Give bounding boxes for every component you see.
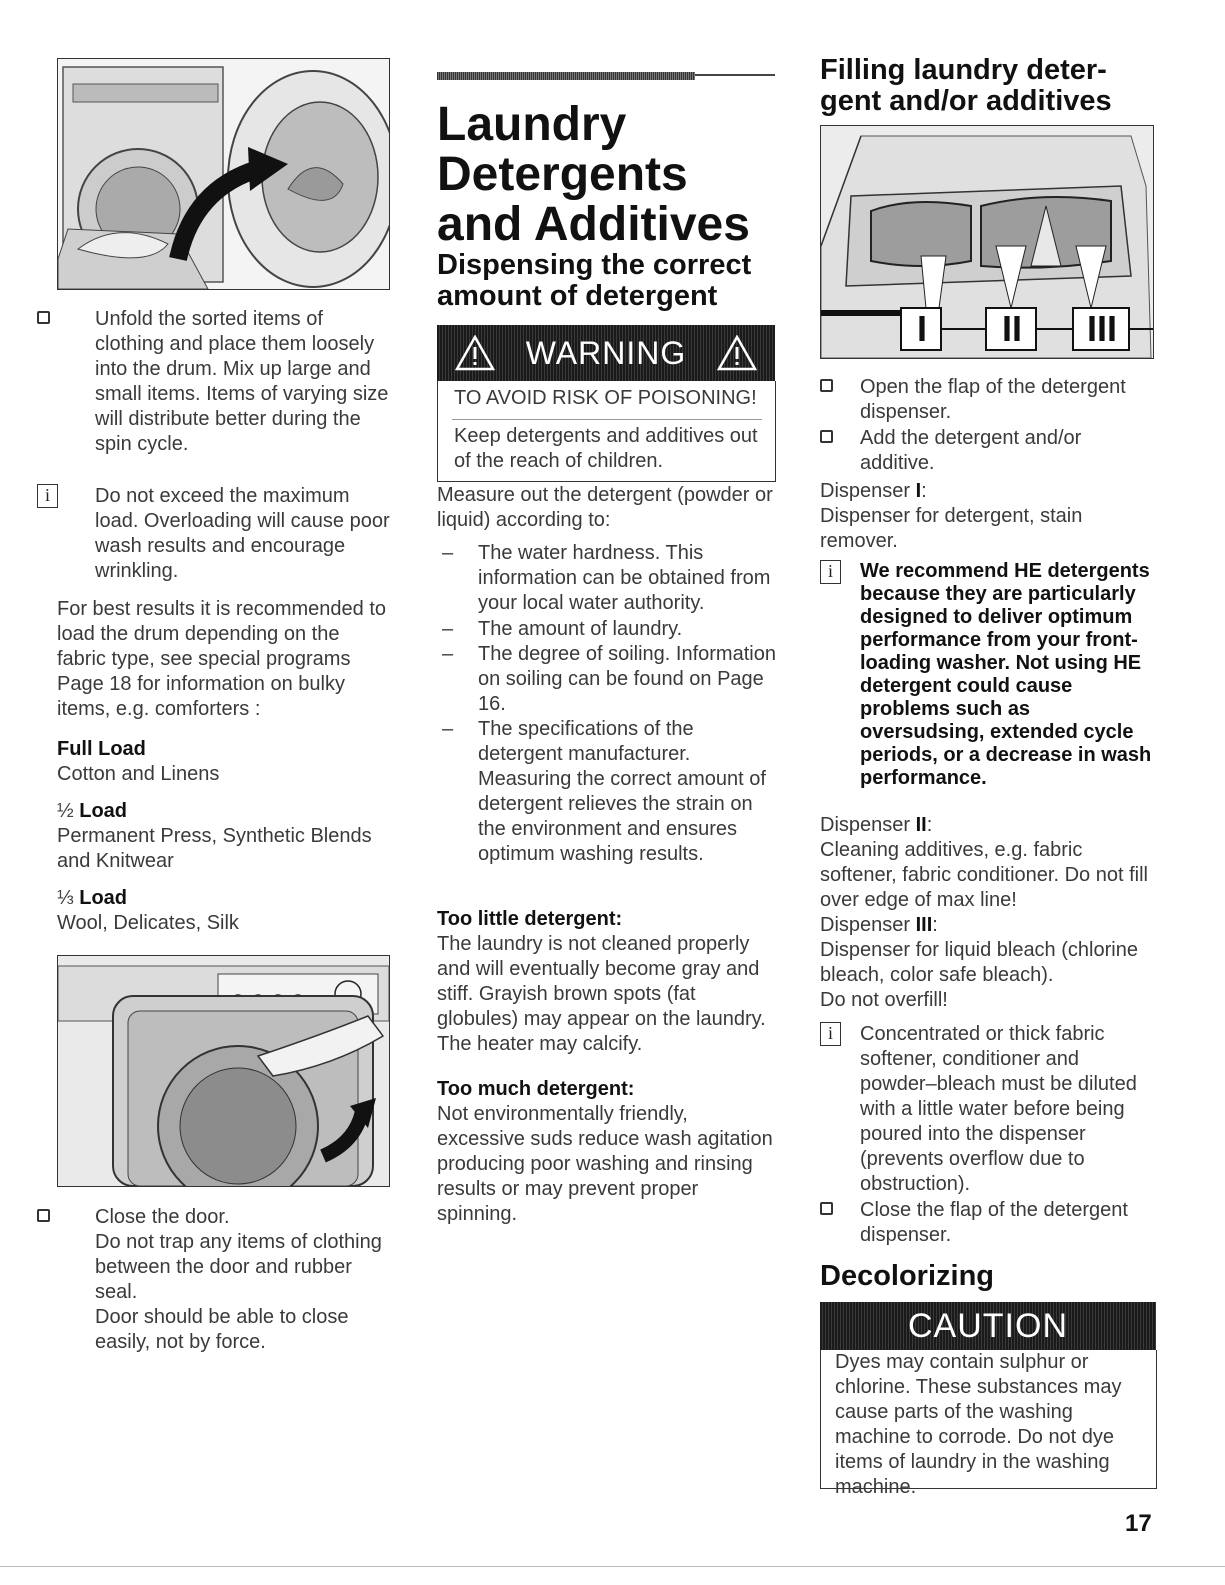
dispenser-3-section bbox=[820, 913, 1160, 1013]
third-load-text: Wool, Delicates, Silk bbox=[57, 912, 239, 934]
dispenser-1-text: Dispenser for detergent, stain remover. bbox=[820, 505, 1083, 552]
caution-label: CAUTION bbox=[908, 1307, 1068, 1345]
bullet-close-flap bbox=[820, 1198, 1160, 1248]
bullet-unfold-items bbox=[37, 307, 397, 457]
dash-marker: – bbox=[442, 618, 454, 640]
third-fraction: ⅓ bbox=[57, 887, 74, 909]
dispenser-number: III bbox=[915, 914, 933, 936]
bullet-open-flap bbox=[820, 375, 1160, 425]
warning-heading: TO AVOID RISK OF POISONING! bbox=[454, 387, 757, 409]
dispenser-word: Dispenser bbox=[820, 814, 911, 836]
warning-triangle-icon bbox=[717, 335, 757, 371]
dispenser-2-text: Cleaning additives, e.g. fabric softener, fabric conditioner. Do not fill over edge of max line! bbox=[820, 839, 1148, 911]
load-list bbox=[57, 737, 397, 936]
section-subtitle: Dispensing the correct amount of detergent bbox=[437, 249, 752, 312]
warning-triangle-icon bbox=[455, 335, 495, 371]
dash-item-specifications bbox=[442, 717, 777, 867]
dash-text: The water hardness. This information can be obtained from your local water authority. bbox=[478, 542, 771, 614]
dash-item-amount bbox=[442, 617, 777, 642]
full-load-label: Full Load bbox=[57, 738, 146, 760]
half-load-text: Permanent Press, Synthetic Blends and Knitwear bbox=[57, 825, 372, 872]
close-door-force: Door should be able to close easily, not by force. bbox=[95, 1306, 349, 1353]
dispenser-word: Dispenser bbox=[820, 480, 911, 502]
dash-marker: – bbox=[442, 718, 454, 740]
dispenser-label-1: I bbox=[916, 308, 927, 349]
dispenser-1-section bbox=[820, 479, 1160, 554]
measure-intro: Measure out the detergent (powder or liquid) according to: bbox=[437, 484, 773, 531]
dispenser-3-label: Dispenser III: bbox=[820, 914, 938, 936]
half-fraction: ½ bbox=[57, 800, 74, 822]
info-he-detergent bbox=[820, 560, 1160, 790]
info-text: Concentrated or thick fabric softener, conditioner and powder–bleach must be diluted with a little water before being poured into the dispenser (prevents overflow due to obstruction). bbox=[860, 1023, 1137, 1195]
dash-item-soiling bbox=[442, 642, 777, 717]
caution-text: Dyes may contain sulphur or chlorine. These substances may cause parts of the washing machine to corrode. Do not dye items of laundry in the washing machine. bbox=[835, 1351, 1122, 1498]
dash-marker: – bbox=[442, 643, 454, 665]
title-rule bbox=[437, 74, 775, 76]
dispenser-3-note: Do not overfill! bbox=[820, 989, 948, 1011]
too-little-heading: Too little detergent: bbox=[437, 908, 623, 930]
title-line-2: Detergents bbox=[437, 148, 688, 201]
page-title bbox=[437, 100, 782, 250]
too-little-text: The laundry is not cleaned properly and will eventually become gray and stiff. Grayish brown spots (fat globules) may appear on the laundry. The heater may calcify. bbox=[437, 933, 766, 1055]
info-icon: i bbox=[820, 1022, 841, 1046]
bullet-add-detergent bbox=[820, 426, 1160, 476]
dispenser-3-text: Dispenser for liquid bleach (chlorine bleach, color safe bleach). bbox=[820, 939, 1138, 986]
checkbox-icon bbox=[820, 379, 833, 392]
dispenser-2-label: Dispenser II: bbox=[820, 814, 933, 836]
dash-text: The specifications of the detergent manufacturer. Measuring the correct amount of detergent relieves the strain on the environment and ensures optimum washing results. bbox=[478, 718, 766, 865]
bullet-text: Add the detergent and/or additive. bbox=[860, 427, 1082, 474]
bottom-rule bbox=[0, 1566, 1225, 1567]
section-title-line-1: Filling laundry deter- bbox=[820, 54, 1107, 86]
dispenser-label-3: III bbox=[1086, 308, 1117, 349]
info-icon: i bbox=[820, 560, 841, 584]
too-much-heading: Too much detergent: bbox=[437, 1078, 635, 1100]
info-icon: i bbox=[37, 484, 58, 508]
warning-banner bbox=[437, 325, 775, 381]
checkbox-icon bbox=[37, 1209, 50, 1222]
checkbox-icon bbox=[820, 430, 833, 443]
dispenser-number: II bbox=[915, 814, 927, 836]
bullet-close-door bbox=[37, 1205, 397, 1355]
dispenser-2-section bbox=[820, 813, 1160, 913]
close-door-detail: Do not trap any items of clothing between the door and rubber seal. bbox=[95, 1231, 382, 1303]
dash-text: The amount of laundry. bbox=[478, 618, 683, 640]
dispenser-1-label: Dispenser I: bbox=[820, 480, 927, 502]
info-concentrated-softener bbox=[820, 1022, 1160, 1197]
section-title-line-2: gent and/or additives bbox=[820, 85, 1112, 117]
title-line-3: and Additives bbox=[437, 198, 750, 251]
dash-item-water-hardness bbox=[442, 541, 777, 616]
warning-label: WARNING bbox=[525, 335, 687, 371]
third-load-word: Load bbox=[79, 887, 128, 909]
drum-loading-illustration bbox=[57, 58, 390, 290]
info-max-load bbox=[37, 484, 397, 584]
bullet-text: Close the flap of the detergent dispenser. bbox=[860, 1199, 1128, 1246]
too-little-section bbox=[437, 907, 777, 1057]
info-text: We recommend HE detergents because they are particularly designed to deliver optimum performance from your front-loading washer. Not using HE detergent could cause problems such as oversudsing, extended cycle periods, or a decrease in wash performance. bbox=[860, 560, 1152, 789]
warning-body: Keep detergents and additives out of the reach of children. bbox=[454, 425, 758, 472]
close-door-line: Close the door. bbox=[95, 1206, 230, 1228]
third-load-label bbox=[57, 886, 397, 911]
dispenser-word: Dispenser bbox=[820, 914, 911, 936]
caution-box bbox=[820, 1350, 1157, 1498]
dispenser-label-2: II bbox=[1001, 308, 1022, 349]
checkbox-icon bbox=[37, 311, 50, 324]
checkbox-icon bbox=[820, 1202, 833, 1215]
dash-text: The degree of soiling. Information on soiling can be found on Page 16. bbox=[478, 643, 776, 715]
caution-banner bbox=[820, 1302, 1156, 1350]
full-load-text: Cotton and Linens bbox=[57, 763, 220, 785]
decolorizing-title: Decolorizing bbox=[820, 1260, 995, 1292]
warning-box bbox=[437, 381, 776, 482]
closing-door-illustration bbox=[57, 955, 390, 1187]
half-load-word: Load bbox=[79, 800, 128, 822]
load-recommendation-paragraph: For best results it is recommended to load the drum depending on the fabric type, see special programs Page 18 for information on bulky items, e.g. comforters : bbox=[57, 598, 387, 720]
too-much-section bbox=[437, 1077, 777, 1227]
section-title bbox=[820, 55, 1165, 117]
title-line-1: Laundry bbox=[437, 98, 627, 151]
page-number: 17 bbox=[1125, 1510, 1152, 1537]
bullet-text: Unfold the sorted items of clothing and place them loosely into the drum. Mix up large and small items. Items of varying size will distribute better during the spin cycle. bbox=[95, 308, 389, 455]
bullet-text: Open the flap of the detergent dispenser. bbox=[860, 376, 1126, 423]
half-load-label bbox=[57, 799, 397, 824]
dash-marker: – bbox=[442, 542, 454, 564]
dispenser-illustration bbox=[820, 125, 1154, 359]
dispenser-number: I bbox=[915, 480, 922, 502]
info-text: Do not exceed the maximum load. Overloading will cause poor wash results and encourage wrinkling. bbox=[95, 485, 390, 582]
too-much-text: Not environmentally friendly, excessive suds reduce wash agitation producing poor washing and rinsing results or may prevent proper spinning. bbox=[437, 1103, 773, 1225]
